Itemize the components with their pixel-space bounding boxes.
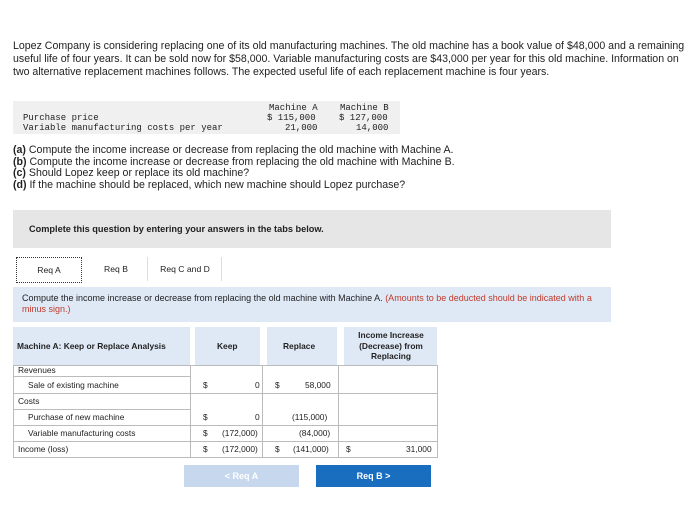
machine-info-table: [13, 101, 400, 134]
variable-keep-currency: $: [203, 428, 208, 438]
next-req-b-button[interactable]: Req B >: [316, 465, 431, 487]
question-c: (c) Should Lopez keep or replace its old machine?: [13, 167, 250, 180]
tab-req-b[interactable]: Req B: [85, 257, 148, 281]
replace-header: Replace: [283, 341, 316, 351]
problem-intro: Lopez Company is considering replacing one of its old manufacturing machines. The old machine has a book value of $48,000 and a remaining useful life of four years. It can be sold now for $58,000. Variable manufacturing costs are $43,000 per year for this old machine. Information on two alternative replacement machines follows. The expected useful life of each replacement machine is four years.: [13, 40, 685, 79]
sale-replace-input[interactable]: 58,000: [305, 380, 331, 390]
question-list: [13, 145, 455, 191]
instruction-box: [13, 287, 611, 322]
income-replace-value[interactable]: (141,000): [293, 444, 329, 454]
variable-keep-input[interactable]: (172,000): [222, 428, 258, 438]
sale-keep-input[interactable]: 0: [255, 380, 260, 390]
variable-costs-row-label: Variable manufacturing costs: [28, 428, 136, 438]
sale-of-machine-label: Sale of existing machine: [28, 380, 119, 390]
purchase-replace-input[interactable]: (115,000): [292, 412, 328, 422]
analysis-header-label: Machine A: Keep or Replace Analysis: [17, 341, 166, 351]
purchase-price-b: $ 127,000: [339, 113, 388, 123]
machine-a-header: Machine A: [269, 103, 318, 113]
variable-replace-input[interactable]: (84,000): [299, 428, 331, 438]
instruction-note: (Amounts to be deducted should be indicated with a minus sign.): [22, 293, 592, 314]
costs-label: Costs: [18, 396, 40, 406]
instruction-text: Compute the income increase or decrease from replacing the old machine with Machine A.: [22, 293, 386, 303]
variable-costs-a: 21,000: [285, 123, 318, 133]
revenues-label: Revenues: [18, 365, 56, 375]
purchase-new-machine-label: Purchase of new machine: [28, 412, 125, 422]
purchase-price-a: $ 115,000: [267, 113, 316, 123]
difference-header: Income Increase (Decrease) from Replacing: [358, 330, 424, 361]
instructions-banner: Complete this question by entering your answers in the tabs below.: [13, 210, 611, 248]
tab-req-c-and-d[interactable]: Req C and D: [149, 257, 222, 281]
income-keep-currency: $: [203, 444, 208, 454]
keep-header: Keep: [217, 341, 238, 351]
prev-req-a-button[interactable]: < Req A: [184, 465, 299, 487]
sale-replace-currency: $: [275, 380, 280, 390]
tab-req-a[interactable]: Req A: [16, 257, 82, 283]
income-diff-value[interactable]: 31,000: [406, 444, 432, 454]
purchase-keep-currency: $: [203, 412, 208, 422]
question-a: (a) Compute the income increase or decrease from replacing the old machine with Machine A.: [13, 144, 454, 156]
income-replace-currency: $: [275, 444, 280, 454]
sale-keep-currency: $: [203, 380, 208, 390]
purchase-keep-input[interactable]: 0: [255, 412, 260, 422]
income-diff-currency: $: [346, 444, 351, 454]
machine-b-header: Machine B: [340, 103, 389, 113]
variable-costs-label: Variable manufacturing costs per year: [23, 123, 223, 133]
question-d: (d) If the machine should be replaced, which new machine should Lopez purchase?: [13, 178, 406, 191]
income-loss-label: Income (loss): [18, 444, 69, 454]
question-b: (b) Compute the income increase or decrease from replacing the old machine with Machine B.: [13, 155, 455, 168]
purchase-price-label: Purchase price: [23, 113, 99, 123]
variable-costs-b: 14,000: [356, 123, 389, 133]
income-keep-value[interactable]: (172,000): [222, 444, 258, 454]
